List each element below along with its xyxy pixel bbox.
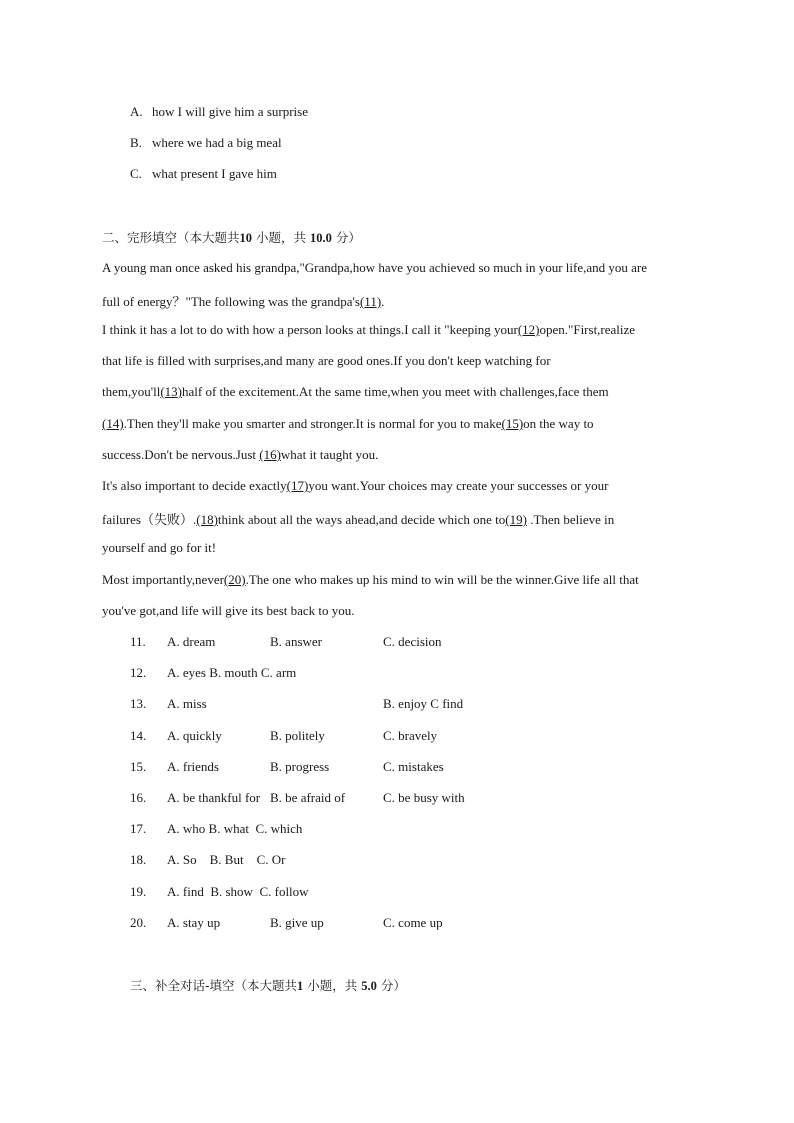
blank-13: (13) (160, 384, 182, 399)
option-b: B. be afraid of (270, 790, 346, 805)
option-a: A. stay up (167, 915, 221, 930)
passage-line-12: you've got,and life will give its best back to you. (102, 603, 355, 618)
prev-option-c: C. what present I gave him (130, 166, 277, 181)
passage-line-9: failures（失败）.(18)think about all the ways ahead,and decide which one to(19) .Then believe in (102, 512, 615, 527)
blank-18: (18) (196, 512, 218, 527)
option-a: A. quickly (167, 728, 222, 743)
section3-heading: 三、补全对话-填空（本大题共1 小题，共 5.0 分） (130, 978, 406, 993)
options: A. So B. But C. Or (167, 852, 286, 867)
question-15: 15. A. friends B. progress C. mistakes (130, 759, 444, 774)
question-18: 18. A. So B. But C. Or (130, 852, 286, 867)
option-a: A. friends (167, 759, 219, 774)
passage-line-4: that life is filled with surprises,and many are good ones.If you don't keep watching for (102, 353, 551, 368)
passage-line-6: (14).Then they'll make you smarter and stronger.It is normal for you to make(15)on the way to (102, 416, 594, 431)
passage-line-7: success.Don't be nervous.Just (16)what it taught you. (102, 447, 379, 462)
question-14: 14. A. quickly B. politely C. bravely (130, 728, 438, 743)
passage-line-1: A young man once asked his grandpa,"Grandpa,how have you achieved so much in your life,and you are (102, 260, 648, 275)
prev-option-a: A. how I will give him a surprise (130, 104, 308, 119)
option-b: B. answer (270, 634, 322, 649)
question-11: 11. A. dream B. answer C. decision (130, 634, 442, 649)
blank-17: (17) (286, 478, 309, 493)
option-a: A. miss (167, 696, 207, 711)
option-a: A. be thankful for (167, 790, 261, 805)
option-c: C. mistakes (383, 759, 444, 774)
option-b: B. politely (270, 728, 325, 743)
passage-line-8: It's also important to decide exactly(17)you want.Your choices may create your successes or your (102, 478, 609, 493)
option-c: C. come up (383, 915, 443, 930)
question-16: 16. A. be thankful for B. be afraid of C. be busy with (130, 790, 465, 805)
option-c: C. decision (383, 634, 442, 649)
option-b: B. give up (270, 915, 324, 930)
question-13: 13. A. miss B. enjoy C find (130, 696, 464, 711)
question-12: 12. A. eyes B. mouth C. arm (130, 665, 297, 680)
question-20: 20. A. stay up B. give up C. come up (130, 915, 443, 930)
options: A. eyes B. mouth C. arm (167, 665, 297, 680)
blank-12: (12) (517, 322, 540, 337)
passage-line-5: them,you'll(13)half of the excitement.At the same time,when you meet with challenges,face them (102, 384, 609, 399)
options: A. who B. what C. which (167, 821, 303, 836)
question-19: 19. A. find B. show C. follow (130, 884, 309, 899)
blank-11: (11) (359, 294, 382, 309)
question-17: 17. A. who B. what C. which (130, 821, 303, 836)
option-b: B. progress (270, 759, 330, 774)
blank-15: (15) (501, 416, 524, 431)
prev-option-b: B. where we had a big meal (130, 135, 282, 150)
blank-16: (16) (259, 447, 281, 462)
passage-line-2: full of energy？"The following was the grandpa's(11). (102, 294, 385, 309)
option-c: C. bravely (383, 728, 438, 743)
section2-heading: 二、完形填空（本大题共10 小题，共 10.0 分） (102, 230, 361, 245)
options: A. find B. show C. follow (167, 884, 309, 899)
option-b-c: B. enjoy C find (383, 696, 464, 711)
blank-14: (14) (102, 416, 124, 431)
blank-19: (19) (505, 512, 527, 527)
blank-20: (20) (223, 572, 246, 587)
passage-line-10: yourself and go for it! (102, 540, 217, 555)
passage-line-3: I think it has a lot to do with how a person looks at things.I call it "keeping your(12)open."First,realize (102, 322, 636, 337)
option-c: C. be busy with (383, 790, 465, 805)
option-a: A. dream (167, 634, 216, 649)
passage-line-11: Most importantly,never(20).The one who makes up his mind to win will be the winner.Give life all that (102, 572, 639, 587)
